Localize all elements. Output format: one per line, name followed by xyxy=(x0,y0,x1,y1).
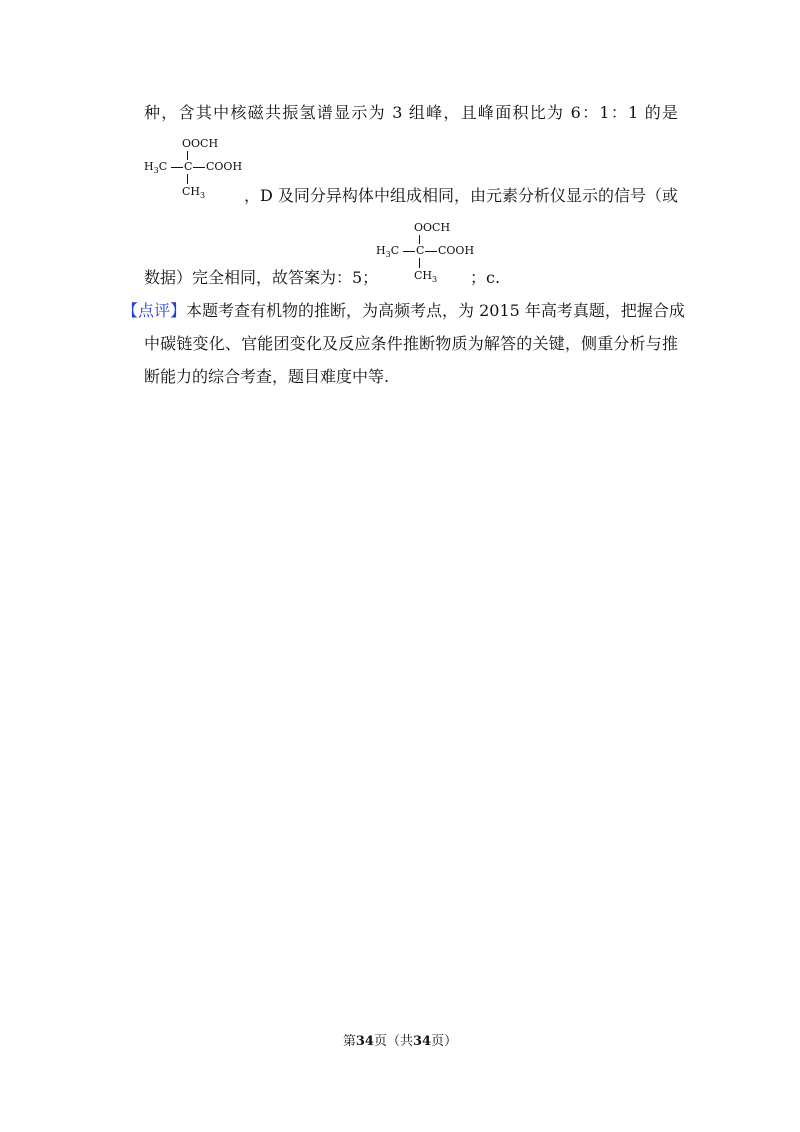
bond-left xyxy=(403,251,415,252)
bond-top xyxy=(187,151,188,160)
structure-right-group: COOH xyxy=(438,244,475,257)
footer-prefix: 第 xyxy=(342,1034,356,1049)
structure-bottom-group: $CH_3$ xyxy=(414,269,438,285)
note-line-2: 中碳链变化、官能团变化及反应条件推断物质为解答的关键，侧重分析与推 xyxy=(144,334,678,353)
bond-bottom xyxy=(187,174,188,184)
answer-line-3-end: ；c. xyxy=(470,268,501,287)
answer-line-3-start: 数据）完全相同，故答案为：5； xyxy=(144,268,379,287)
bond-left xyxy=(171,167,183,168)
structure-center-c: C xyxy=(416,244,425,257)
bond-bottom xyxy=(419,258,420,268)
bond-right xyxy=(193,167,205,168)
structure-left-group: $H_3C$ xyxy=(144,160,168,176)
structure-formula-1 xyxy=(144,138,254,204)
bond-right xyxy=(425,251,437,252)
note-tag: 【点评】 xyxy=(122,301,187,320)
footer-suffix: 页） xyxy=(431,1034,458,1049)
structure-top-group: OOCH xyxy=(414,221,451,234)
structure-left-group: $H_3C$ xyxy=(376,244,400,260)
structure-bottom-group: $CH_3$ xyxy=(182,185,206,201)
page-footer xyxy=(0,1034,800,1050)
note-text-1: 本题考查有机物的推断，为高频考点，为 2015 年高考真题，把握合成 xyxy=(186,301,685,320)
footer-page-total: 34 xyxy=(413,1034,432,1049)
structure-center-c: C xyxy=(184,160,193,173)
structure-top-group: OOCH xyxy=(182,137,219,150)
note-line-1 xyxy=(122,301,685,321)
bond-top xyxy=(419,235,420,244)
answer-line-2: ，D 及同分异构体中组成相同，由元素分析仪显示的信号（或 xyxy=(244,186,678,205)
answer-line-1: 种，含其中核磁共振氢谱显示为 3 组峰，且峰面积比为 6：1：1 的是 xyxy=(144,103,678,122)
structure-right-group: COOH xyxy=(206,160,243,173)
footer-page-number: 34 xyxy=(355,1034,374,1049)
note-line-3: 断能力的综合考查，题目难度中等. xyxy=(144,367,390,386)
footer-middle: 页（共 xyxy=(373,1034,413,1049)
